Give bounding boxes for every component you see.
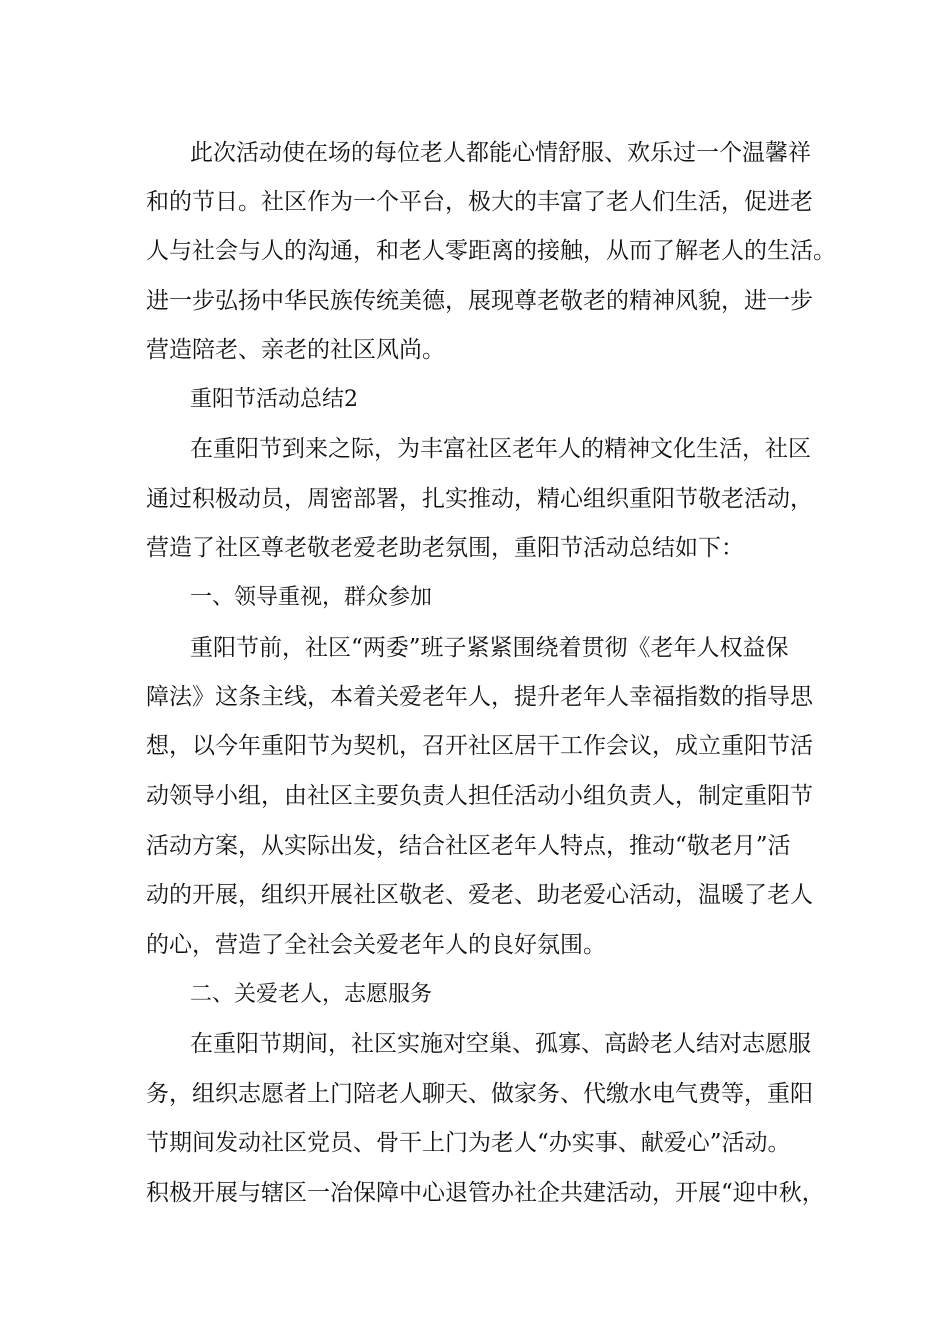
paragraph-line: 的心，营造了全社会关爱老年人的良好氛围。 bbox=[146, 932, 606, 958]
paragraph-line: 活动方案，从实际出发，结合社区老年人特点，推动“敬老月”活 bbox=[146, 833, 791, 859]
paragraph-line: 重阳节前，社区“两委”班子紧紧围绕着贯彻《老年人权益保 bbox=[190, 635, 789, 661]
paragraph-line: 此次活动使在场的每位老人都能心情舒服、欢乐过一个温馨祥 bbox=[190, 140, 811, 166]
paragraph-line: 营造了社区尊老敬老爱老助老氛围，重阳节活动总结如下： bbox=[146, 535, 744, 561]
paragraph-line: 营造陪老、亲老的社区风尚。 bbox=[146, 337, 445, 363]
paragraph-line: 和的节日。社区作为一个平台，极大的丰富了老人们生活，促进老 bbox=[146, 189, 813, 215]
paragraph-line: 想，以今年重阳节为契机，召开社区居干工作会议，成立重阳节活 bbox=[146, 733, 813, 759]
paragraph-line: 进一步弘扬中华民族传统美德，展现尊老敬老的精神风貌，进一步 bbox=[146, 288, 813, 314]
section-heading: 一、领导重视，群众参加 bbox=[190, 585, 433, 610]
paragraph-line: 人与社会与人的沟通，和老人零距离的接触，从而了解老人的生活。 bbox=[146, 238, 836, 264]
paragraph-line: 在重阳节期间，社区实施对空巢、孤寡、高龄老人结对志愿服 bbox=[190, 1031, 811, 1057]
paragraph-line: 积极开展与辖区一冶保障中心退管办社企共建活动，开展“迎中秋， bbox=[146, 1180, 825, 1206]
paragraph-line: 通过积极动员，周密部署，扎实推动，精心组织重阳节敬老活动， bbox=[146, 486, 813, 512]
paragraph-line: 动的开展，组织开展社区敬老、爱老、助老爱心活动，温暖了老人 bbox=[146, 882, 813, 908]
section-title: 重阳节活动总结2 bbox=[190, 387, 358, 412]
paragraph-line: 务，组织志愿者上门陪老人聊天、做家务、代缴水电气费等，重阳 bbox=[146, 1081, 813, 1107]
paragraph-line: 在重阳节到来之际，为丰富社区老年人的精神文化生活，社区 bbox=[190, 436, 811, 462]
paragraph-line: 障法》这条主线，本着关爱老年人，提升老年人幸福指数的指导思 bbox=[146, 684, 813, 710]
paragraph-line: 动领导小组，由社区主要负责人担任活动小组负责人，制定重阳节 bbox=[146, 783, 813, 809]
paragraph-line: 节期间发动社区党员、骨干上门为老人“办实事、献爱心”活动。 bbox=[146, 1130, 791, 1156]
section-heading: 二、关爱老人，志愿服务 bbox=[190, 982, 433, 1007]
